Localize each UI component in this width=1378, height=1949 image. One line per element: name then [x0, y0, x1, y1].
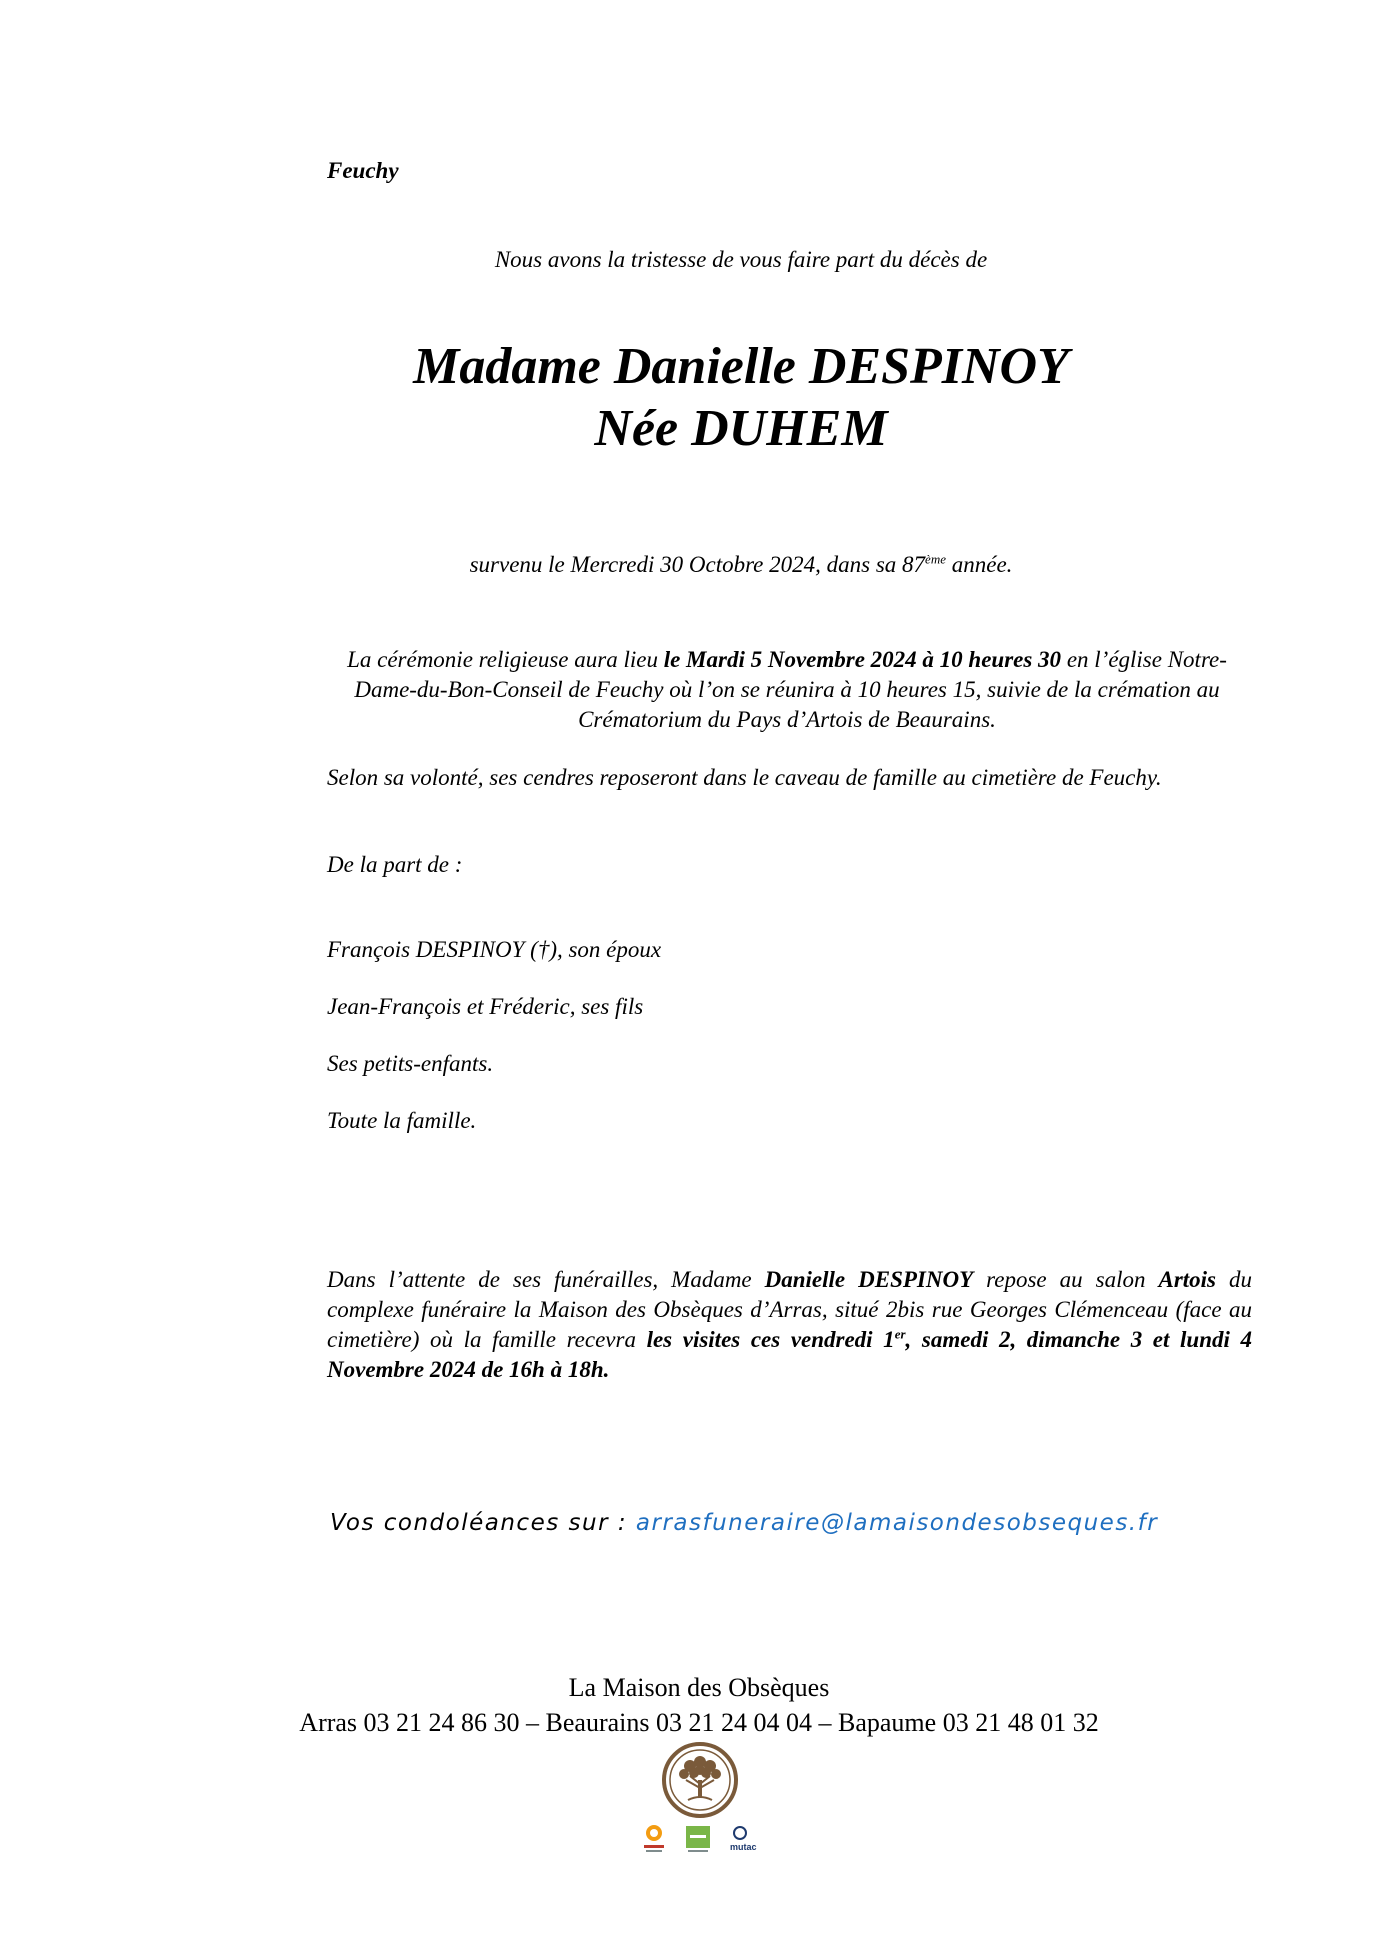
- ceremony-text-end: en l’église Notre-Dame-du-Bon-Conseil de Feuchy où l’on se réunira à 10 heures 15, suivie de la crémation au Crématorium du Pays d’Artois de Beaurains.: [354, 647, 1227, 732]
- visits-text: Dans l’attente de ses funérailles, Madame: [327, 1267, 765, 1292]
- family-member: François DESPINOY (†), son époux: [327, 937, 662, 962]
- death-date-end: année.: [945, 552, 1013, 577]
- condolences-label: Vos condoléances sur :: [330, 1510, 636, 1536]
- visits-text: du complexe funéraire la Maison des Obsèques d’Arras, situé 2bis rue Georges Clémenceau (face au cimetière) où la famille recevra: [327, 1267, 1253, 1352]
- deceased-name-block: [0, 336, 1378, 460]
- footer-phone-numbers: Arras 03 21 24 86 30 – Beaurains 03 21 24 04 04 – Bapaume 03 21 48 01 32: [299, 1708, 1099, 1737]
- family-list: [327, 937, 661, 1165]
- visits-paragraph: [327, 1265, 1252, 1385]
- location-heading: Feuchy: [327, 158, 399, 183]
- tree-logo-icon: [660, 1740, 740, 1820]
- footer-company-name: La Maison des Obsèques: [568, 1673, 830, 1702]
- family-member: Toute la famille.: [327, 1108, 477, 1133]
- family-member: Jean-François et Fréderic, ses fils: [327, 994, 644, 1019]
- maiden-name: Née DUHEM: [594, 400, 888, 457]
- announcement-intro: Nous avons la tristesse de vous faire part du décès de: [494, 247, 988, 272]
- visits-schedule: les visites ces vendredi 1: [646, 1327, 895, 1352]
- partner-logos: [640, 1823, 765, 1857]
- family-member: Ses petits-enfants.: [327, 1051, 494, 1076]
- death-date-text: survenu le Mercredi 30 Octobre 2024, dans sa 87: [469, 552, 926, 577]
- partner-orange-logo-icon: [644, 1825, 664, 1852]
- ceremony-text: La cérémonie religieuse aura lieu: [347, 647, 664, 672]
- partner-green-logo-icon: [686, 1826, 710, 1852]
- svg-text:mutac: mutac: [730, 1842, 757, 1852]
- from-label: De la part de :: [327, 852, 463, 877]
- visits-name: Danielle DESPINOY: [764, 1267, 974, 1292]
- condolences-email-link[interactable]: arrasfuneraire@lamaisondesobseques.fr: [635, 1510, 1159, 1536]
- ceremony-date: le Mardi 5 Novembre 2024 à 10 heures 30: [663, 647, 1062, 672]
- visits-text: repose au salon: [973, 1267, 1159, 1292]
- ordinal-suffix: ème: [925, 551, 946, 567]
- condolences-line: [330, 1510, 1158, 1536]
- ashes-wish: Selon sa volonté, ses cendres reposeront dans le caveau de famille au cimetière de Feuchy.: [327, 765, 1162, 790]
- partner-mutac-logo-icon: [730, 1827, 757, 1852]
- ceremony-paragraph: [327, 645, 1247, 735]
- deceased-name: Madame Danielle DESPINOY: [413, 338, 1069, 395]
- death-date-line: [0, 552, 1378, 578]
- visits-schedule-end: , samedi 2, dimanche 3 et lundi 4 Novembre 2024 de 16h à 18h.: [327, 1327, 1252, 1382]
- salon-name: Artois: [1158, 1267, 1217, 1292]
- ordinal-suffix: er: [894, 1326, 906, 1342]
